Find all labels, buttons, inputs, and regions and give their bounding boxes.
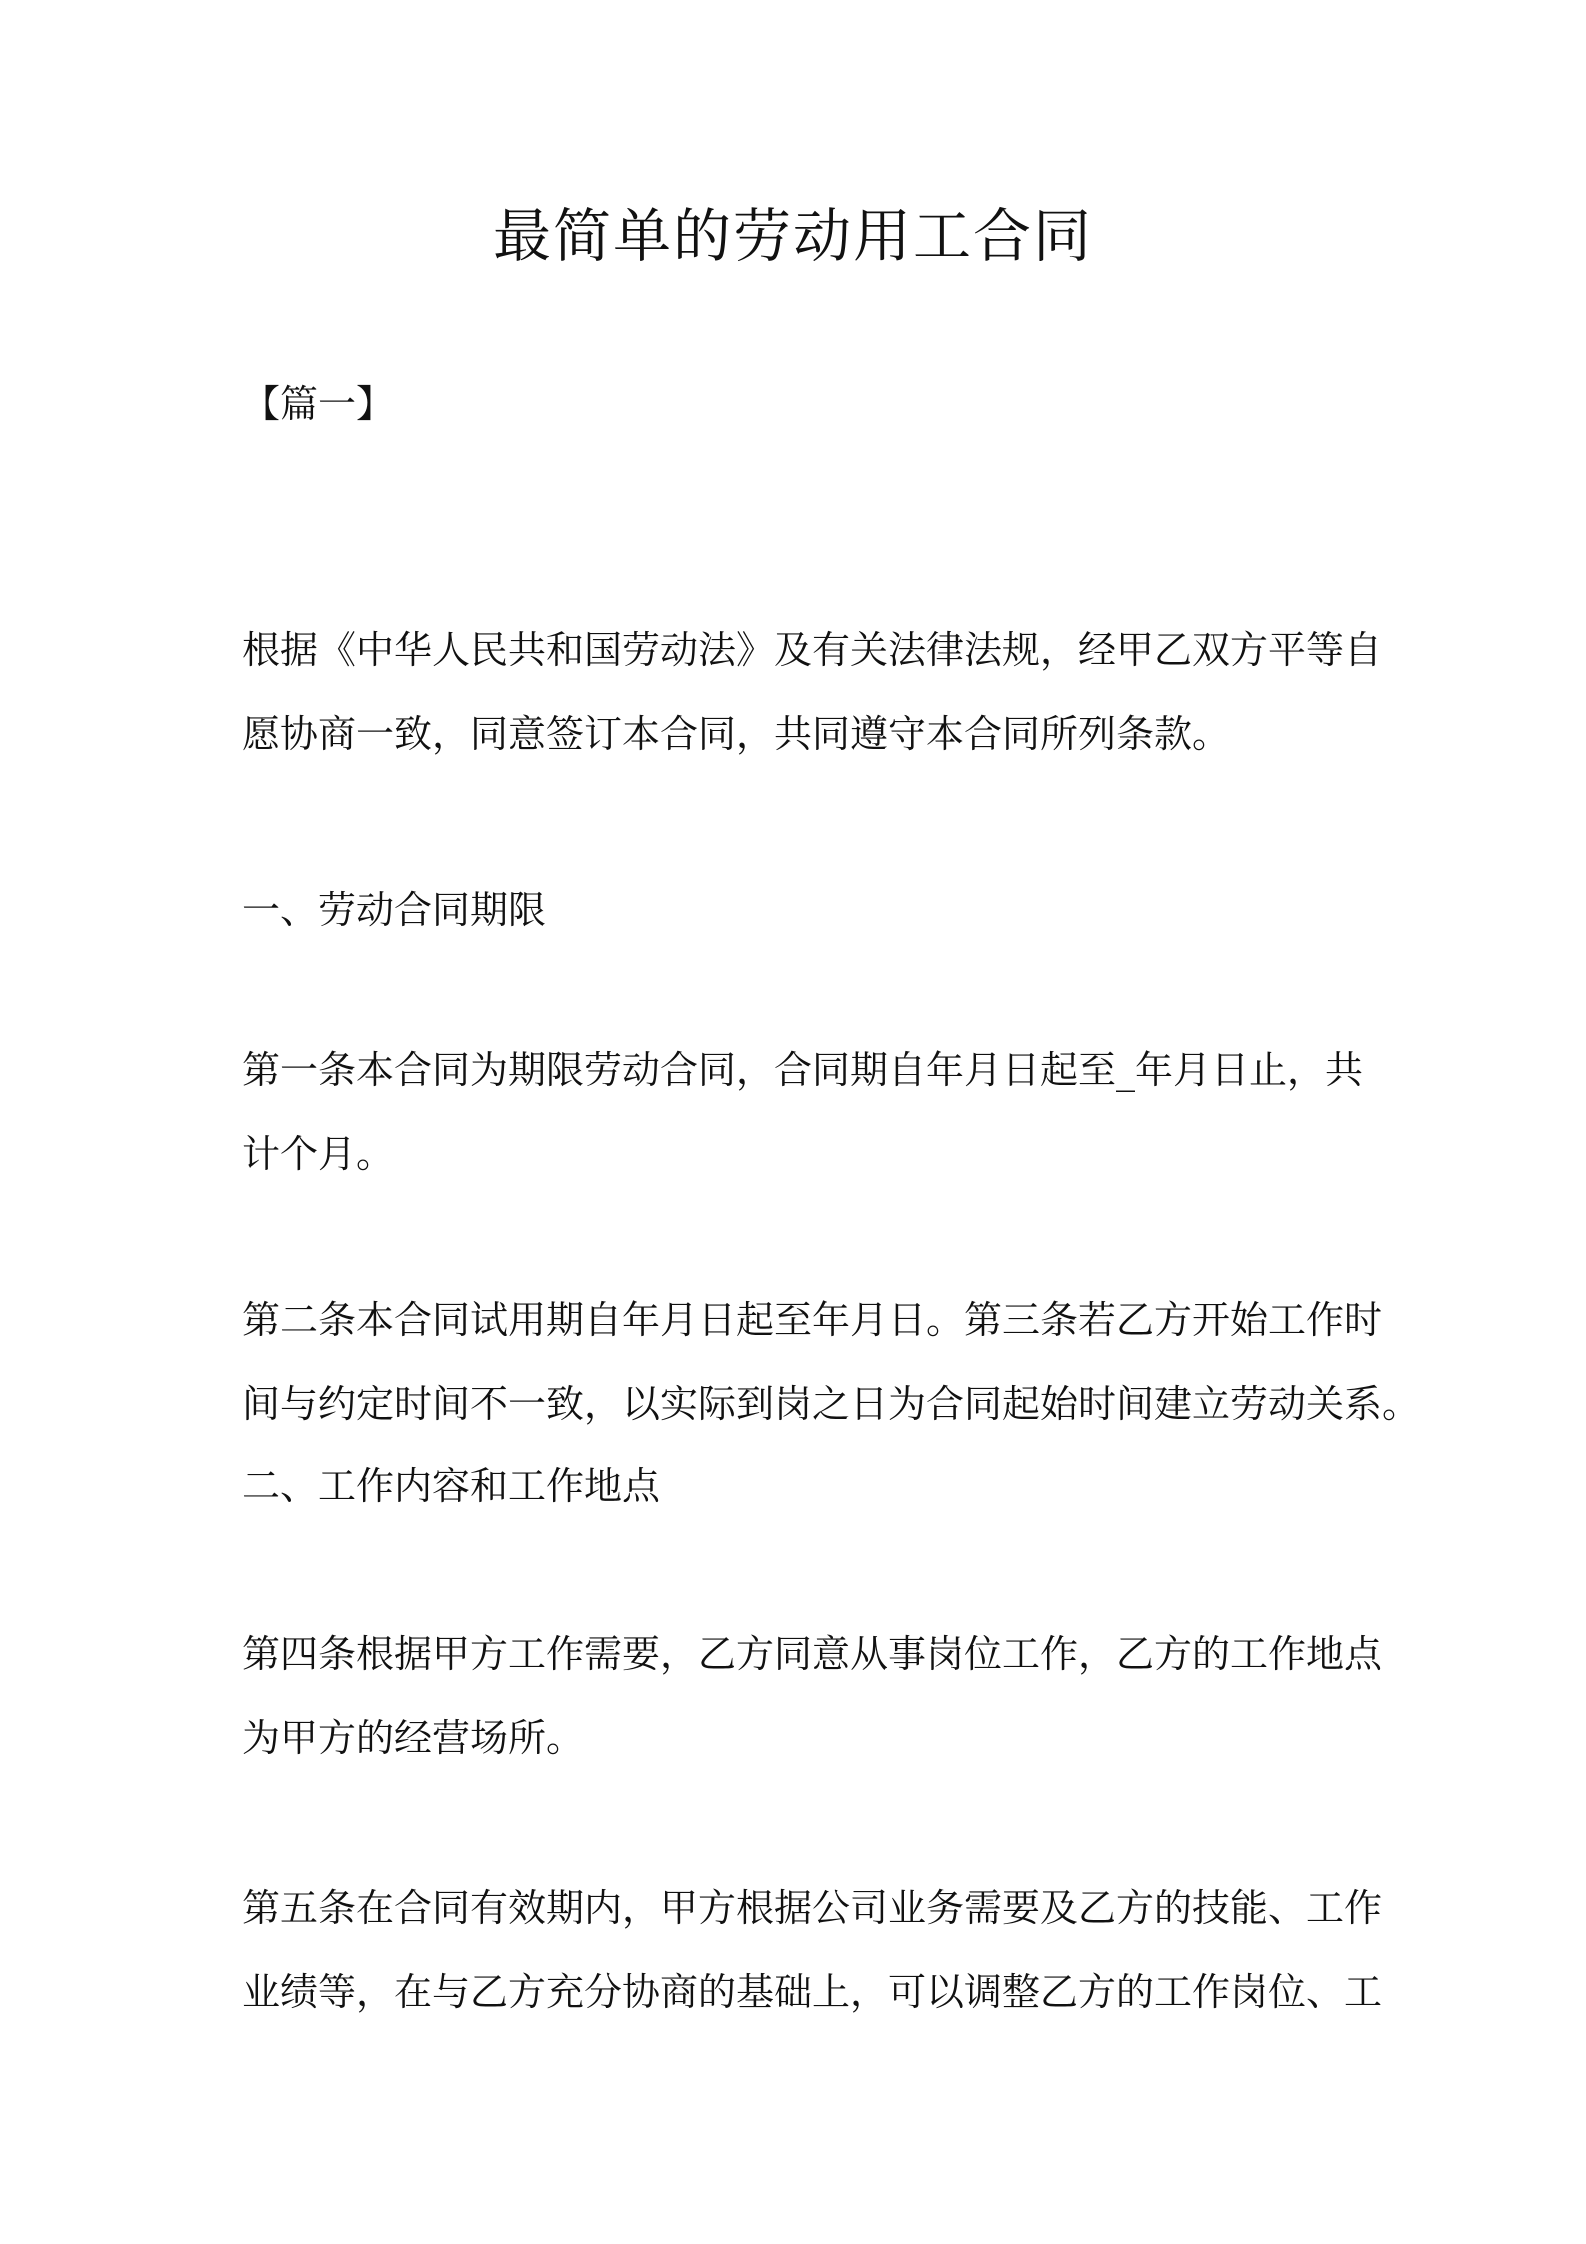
paragraph-line: 间与约定时间不一致，以实际到岗之日为合同起始时间建立劳动关系。 — [242, 1382, 1421, 1426]
paragraph-line: 业绩等，在与乙方充分协商的基础上，可以调整乙方的工作岗位、工 — [242, 1970, 1383, 2014]
paragraph-line: 根据《中华人民共和国劳动法》及有关法律法规，经甲乙双方平等自 — [242, 628, 1383, 672]
paragraph-line: 愿协商一致，同意签订本合同，共同遵守本合同所列条款。 — [242, 712, 1231, 756]
paragraph-line: 第二条本合同试用期自年月日起至年月日。第三条若乙方开始工作时 — [242, 1298, 1383, 1342]
section-heading: 一、劳动合同期限 — [242, 888, 547, 932]
paragraph-line: 为甲方的经营场所。 — [242, 1716, 585, 1760]
paragraph-line: 计个月。 — [242, 1132, 395, 1176]
paragraph-line: 第五条在合同有效期内，甲方根据公司业务需要及乙方的技能、工作 — [242, 1886, 1383, 1930]
paragraph-line: 第四条根据甲方工作需要，乙方同意从事岗位工作，乙方的工作地点 — [242, 1632, 1383, 1676]
section-heading: 二、工作内容和工作地点 — [242, 1464, 661, 1508]
section-label: 【篇一】 — [242, 382, 395, 426]
document-title: 最简单的劳动用工合同 — [492, 202, 1093, 270]
paragraph-line: 第一条本合同为期限劳动合同，合同期自年月日起至_年月日止，共 — [242, 1048, 1364, 1092]
